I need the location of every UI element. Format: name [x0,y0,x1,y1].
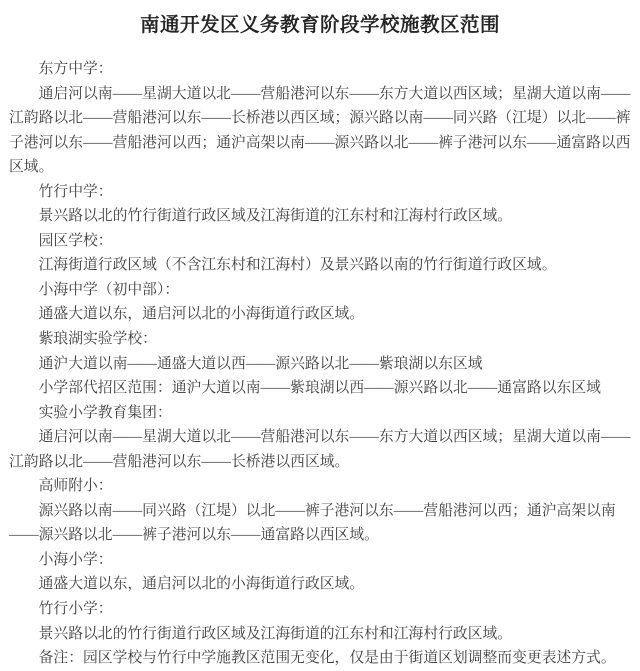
district-text-line: 子港河以东——营船港河以西；通沪高架以南——源兴路以北——裤子港河以东——通富路以西 [9,134,631,151]
district-text-line: 通盛大道以东，通启河以北的小海街道行政区域。 [38,306,365,323]
district-text-line: 江海街道行政区域（不含江东村和江海村）及景兴路以南的竹行街道行政区域。 [38,257,557,274]
school-heading-line: 小海小学： [38,551,113,568]
note-line: 备注：园区学校与竹行中学施教区范围无变化，仅是由于街道区划调整而变更表述方式。 [38,650,616,667]
school-heading-line: 紫琅湖实验学校： [38,331,157,348]
school-heading-line: 小海中学（初中部）： [38,281,180,298]
page-title: 南通开发区义务教育阶段学校施教区范围 [139,15,500,36]
school-heading-line: 竹行中学： [38,183,113,200]
district-text-line: 通沪大道以南——通盛大道以西——源兴路以北——紫琅湖以东区域 [38,355,483,372]
district-text-line: 小学部代招区范围：通沪大道以南——紫琅湖以西——源兴路以北——通富路以东区域 [38,380,601,397]
document-body [9,57,633,671]
district-text-line: 江韵路以北——营船港河以东——长桥港以西区域；源兴路以南——同兴路（江堤）以北——裤 [9,110,631,127]
school-heading-line: 园区学校： [38,232,113,249]
school-heading-line: 东方中学： [38,61,113,77]
school-heading-line: 实验小学教育集团： [38,404,172,421]
district-text-line: 江韵路以北——营船港河以东——长桥港以西区域。 [9,453,350,470]
district-text-line: 源兴路以南——同兴路（江堤）以北——裤子港河以东——营船港河以西；通沪高架以南 [38,502,616,519]
district-text-line: 区域。 [9,159,54,176]
district-text-line: 景兴路以北的竹行街道行政区域及江海街道的江东村和江海村行政区域。 [38,625,513,642]
school-heading-line: 竹行小学： [38,601,113,618]
district-text-line: 通启河以南——星湖大道以北——营船港河以东——东方大道以西区域；星湖大道以南—— [38,85,631,102]
district-text-line: 景兴路以北的竹行街道行政区域及江海街道的江东村和江海村行政区域。 [38,208,513,225]
district-text-line: 通盛大道以东，通启河以北的小海街道行政区域。 [38,576,365,593]
district-text-line: ——源兴路以北——裤子港河以东——通富路以西区域。 [9,527,379,544]
school-heading-line: 高师附小： [38,478,113,495]
district-text-line: 通启河以南——星湖大道以北——营船港河以东——东方大道以西区域；星湖大道以南—— [38,429,631,446]
